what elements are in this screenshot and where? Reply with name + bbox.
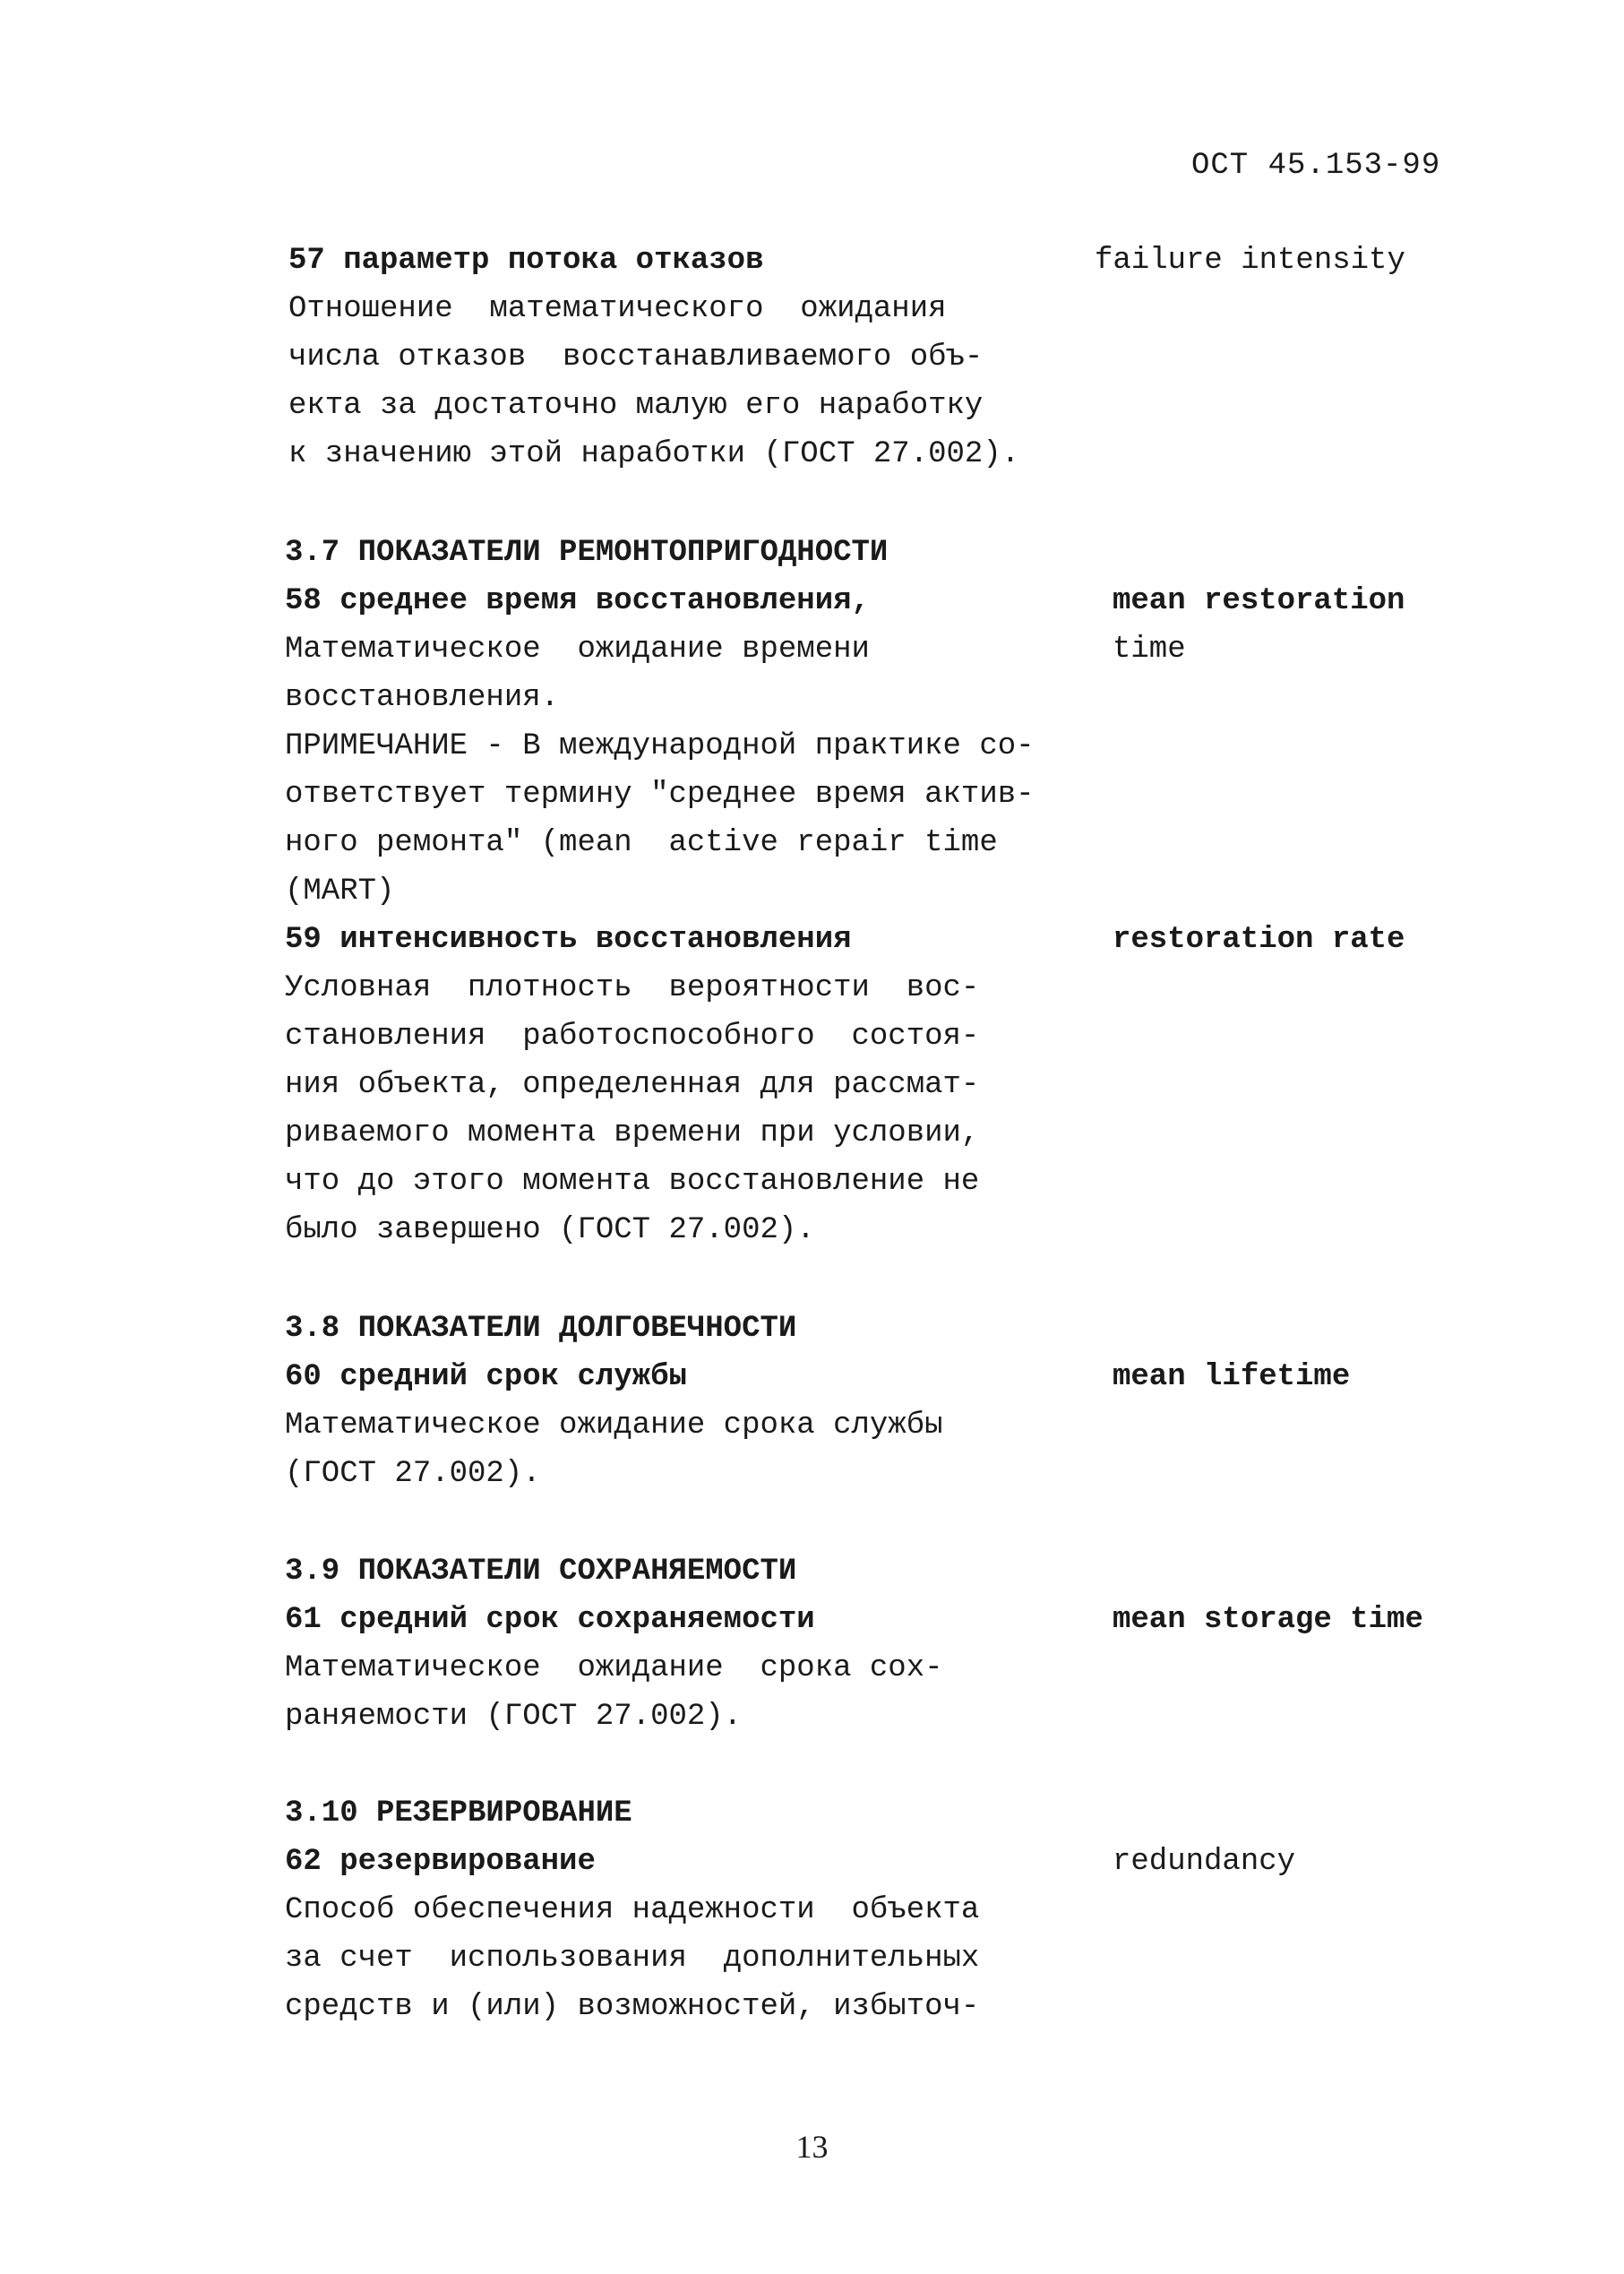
term-58: 58 среднее время восстановления, [285, 584, 870, 618]
section-heading-3-9: 3.9 ПОКАЗАТЕЛИ СОХРАНЯЕМОСТИ [285, 1555, 797, 1589]
definition-line: Математическое ожидание времени [285, 633, 870, 667]
english-term-60: mean lifetime [1113, 1360, 1351, 1394]
definition-line: числа отказов восстанавливаемого объ- [288, 340, 984, 375]
english-term-59: restoration rate [1113, 923, 1405, 957]
english-term-58: mean restoration [1113, 584, 1405, 618]
definition-line: екта за достаточно малую его наработку [288, 389, 984, 423]
term-59: 59 интенсивность восстановления [285, 923, 852, 957]
term-60: 60 средний срок службы [285, 1360, 687, 1394]
note-line: ного ремонта" (mean active repair time [285, 826, 998, 860]
definition-line: за счет использования дополнительных [285, 1942, 980, 1976]
note-line: (MART) [285, 874, 395, 909]
section-heading-3-10: 3.10 РЕЗЕРВИРОВАНИЕ [285, 1796, 632, 1830]
definition-line: к значению этой наработки (ГОСТ 27.002). [288, 437, 1020, 471]
definition-line: раняемости (ГОСТ 27.002). [285, 1700, 743, 1734]
definition-line: (ГОСТ 27.002). [285, 1457, 541, 1491]
definition-line: Математическое ожидание срока службы [285, 1408, 943, 1443]
definition-line: Способ обеспечения надежности объекта [285, 1893, 980, 1927]
definition-line: восстановления. [285, 681, 560, 715]
english-term-58-cont: time [1113, 633, 1186, 667]
english-term-61: mean storage time [1113, 1603, 1423, 1637]
definition-line: ния объекта, определенная для рассмат- [285, 1068, 980, 1102]
term-61: 61 средний срок сохраняемости [285, 1603, 815, 1637]
definition-line: средств и (или) возможностей, избыточ- [285, 1990, 980, 2024]
note-line: ПРИМЕЧАНИЕ - В международной практике со- [285, 729, 1035, 763]
section-heading-3-7: 3.7 ПОКАЗАТЕЛИ РЕМОНТОПРИГОДНОСТИ [285, 536, 889, 570]
page-number: 13 [795, 2129, 829, 2165]
term-62: 62 резервирование [285, 1845, 596, 1879]
definition-line: Математическое ожидание срока сох- [285, 1651, 943, 1685]
definition-line: было завершено (ГОСТ 27.002). [285, 1213, 815, 1247]
english-term-57: failure intensity [1095, 244, 1405, 278]
english-term-62: redundancy [1113, 1845, 1296, 1879]
definition-line: Условная плотность вероятности вос- [285, 971, 980, 1005]
definition-line: Отношение математического ожидания [288, 292, 947, 326]
section-heading-3-8: 3.8 ПОКАЗАТЕЛИ ДОЛГОВЕЧНОСТИ [285, 1312, 797, 1346]
definition-line: становления работоспособного состоя- [285, 1020, 980, 1054]
document-number: ОСТ 45.153-99 [1191, 149, 1441, 183]
term-57: 57 параметр потока отказов [288, 244, 764, 278]
definition-line: что до этого момента восстановление не [285, 1165, 980, 1199]
note-line: ответствует термину "среднее время актив- [285, 778, 1035, 812]
definition-line: риваемого момента времени при условии, [285, 1116, 980, 1150]
